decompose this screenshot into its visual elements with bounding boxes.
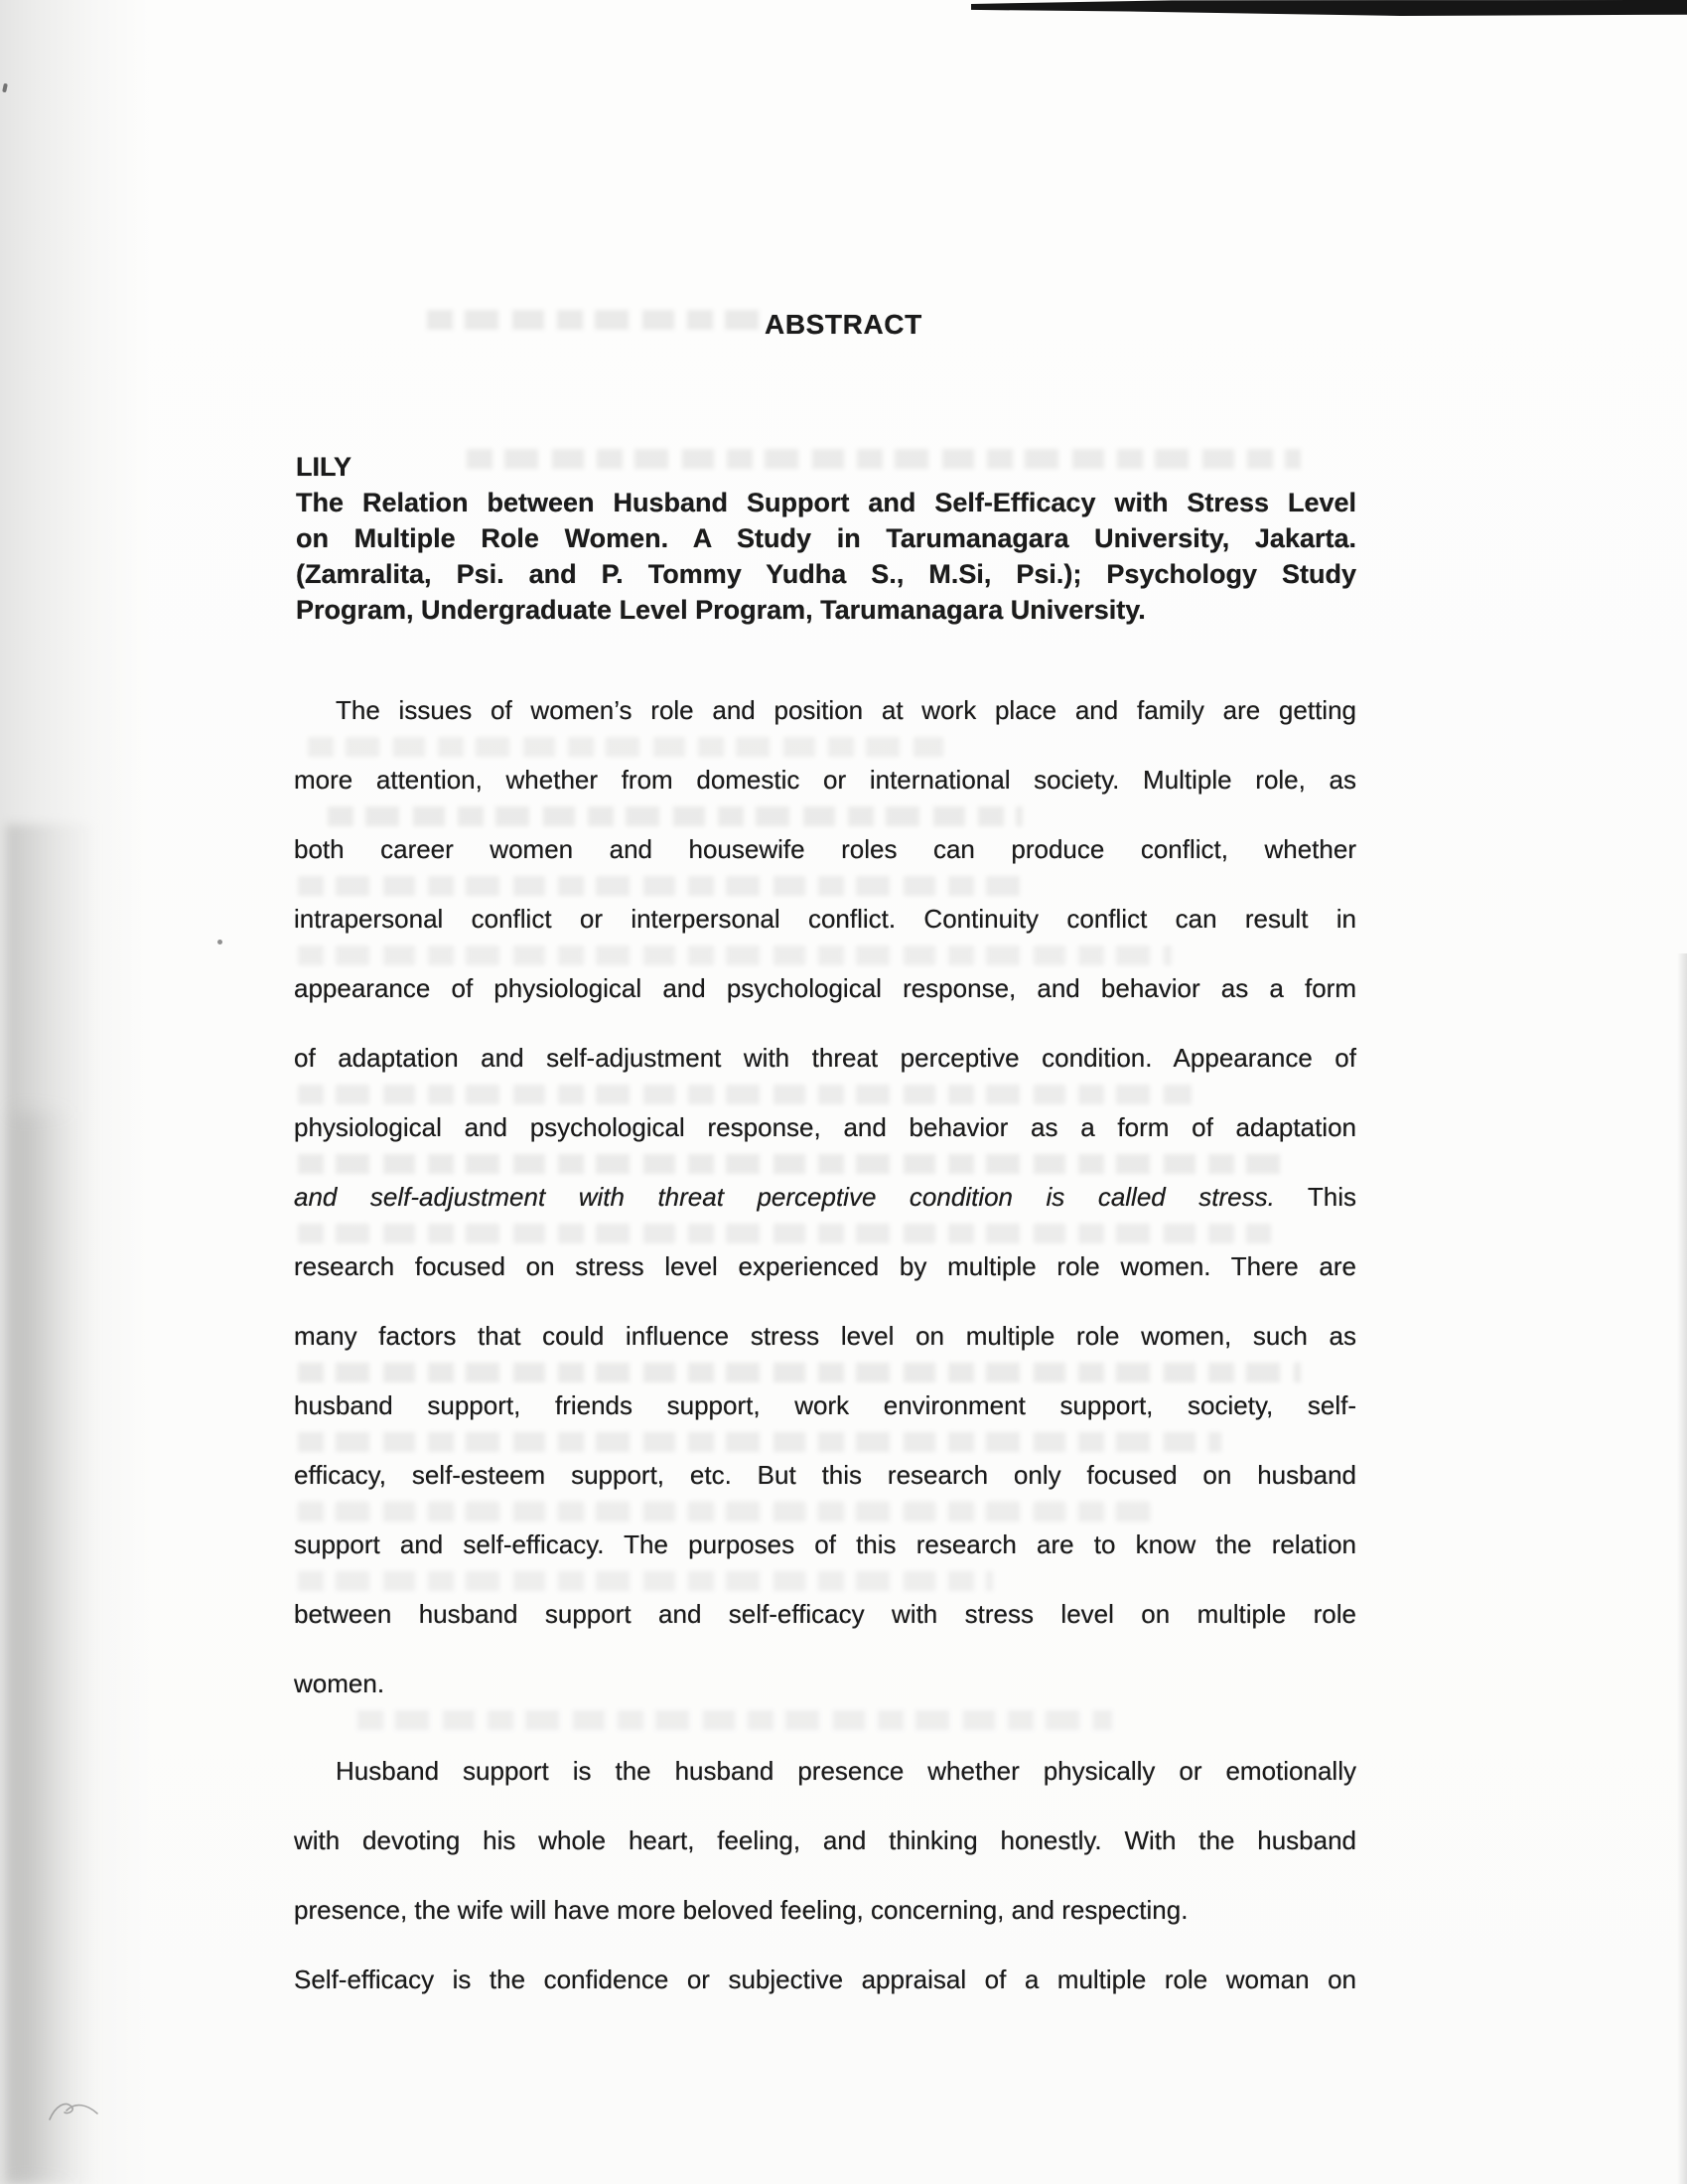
text-line — [294, 1371, 1356, 1440]
text-line — [296, 592, 1356, 628]
text-run: on Multiple Role Women. A Study in Tarumanagara University, Jakarta. — [296, 523, 1356, 553]
text-run: The issues of women’s role and position at work place and family are getting — [336, 695, 1356, 725]
text-run: both career women and housewife roles can produce conflict, whether — [294, 834, 1356, 864]
text-run: physiological and psychological response, and behavior as a form of adaptation — [294, 1112, 1356, 1142]
text-line — [294, 1232, 1356, 1301]
text-line — [294, 1162, 1356, 1232]
text-run: This — [1274, 1182, 1357, 1212]
scan-page-right-edge — [1677, 953, 1687, 2184]
text-run: (Zamralita, Psi. and P. Tommy Yudha S., M.Si, Psi.); Psychology Study — [296, 559, 1356, 589]
text-line — [294, 1875, 1356, 1945]
bleed-through-text-artifact — [427, 310, 765, 330]
text-line — [296, 485, 1356, 520]
text-line — [294, 1579, 1356, 1649]
text-line — [294, 814, 1356, 884]
text-line — [294, 1649, 1356, 1718]
text-line — [296, 520, 1356, 556]
text-run: efficacy, self-esteem support, etc. But this research only focused on husband — [294, 1460, 1356, 1490]
text-run: Husband support is the husband presence whether physically or emotionally — [336, 1756, 1356, 1786]
italic-text-run: and self-adjustment with threat perceptive condition is called stress. — [294, 1182, 1275, 1212]
text-run: women. — [294, 1669, 385, 1698]
text-line — [294, 884, 1356, 953]
text-line — [294, 1806, 1356, 1875]
text-line — [294, 1736, 1356, 1806]
text-run: Self-efficacy is the confidence or subjective appraisal of a multiple role woman on — [294, 1965, 1356, 1994]
spine-shadow-band-dark — [14, 1112, 71, 2184]
abstract-paragraph-1 — [294, 675, 1356, 1718]
thesis-title-block — [296, 449, 1356, 628]
text-run: many factors that could influence stress level on multiple role women, such as — [294, 1321, 1356, 1351]
pencil-squiggle-mark — [46, 2092, 105, 2131]
text-run: intrapersonal conflict or interpersonal conflict. Continuity conflict can result in — [294, 904, 1356, 934]
text-run: of adaptation and self-adjustment with threat perceptive condition. Appearance of — [294, 1043, 1356, 1073]
text-line — [294, 675, 1356, 745]
text-line — [294, 1092, 1356, 1162]
text-line — [294, 1945, 1356, 2014]
scan-dark-top-edge — [971, 0, 1687, 16]
text-run: support and self-efficacy. The purposes of this research are to know the relation — [294, 1529, 1356, 1559]
text-run: The Relation between Husband Support and Self-Efficacy with Stress Level — [296, 488, 1356, 517]
text-run: more attention, whether from domestic or international society. Multiple role, as — [294, 765, 1356, 795]
stray-dot — [217, 940, 222, 945]
text-run: with devoting his whole heart, feeling, and thinking honestly. With the husband — [294, 1825, 1356, 1855]
text-run: appearance of physiological and psychological response, and behavior as a form — [294, 973, 1356, 1003]
text-line — [294, 953, 1356, 1023]
text-line — [294, 745, 1356, 814]
text-line — [294, 1440, 1356, 1510]
text-run: presence, the wife will have more beloved feeling, concerning, and respecting. — [294, 1895, 1189, 1925]
page-title: ABSTRACT — [765, 309, 922, 340]
text-run: between husband support and self-efficacy with stress level on multiple role — [294, 1599, 1356, 1629]
text-line — [296, 556, 1356, 592]
text-line — [294, 1510, 1356, 1579]
text-line — [294, 1301, 1356, 1371]
thesis-title-lines — [296, 485, 1356, 628]
text-run: husband support, friends support, work environment support, society, self- — [294, 1390, 1356, 1420]
text-line — [294, 1023, 1356, 1092]
author-name: LILY — [296, 452, 352, 482]
abstract-paragraph-2 — [294, 1736, 1356, 2014]
text-run: research focused on stress level experienced by multiple role women. There are — [294, 1251, 1356, 1281]
text-run: Program, Undergraduate Level Program, Tarumanagara University. — [296, 595, 1146, 625]
